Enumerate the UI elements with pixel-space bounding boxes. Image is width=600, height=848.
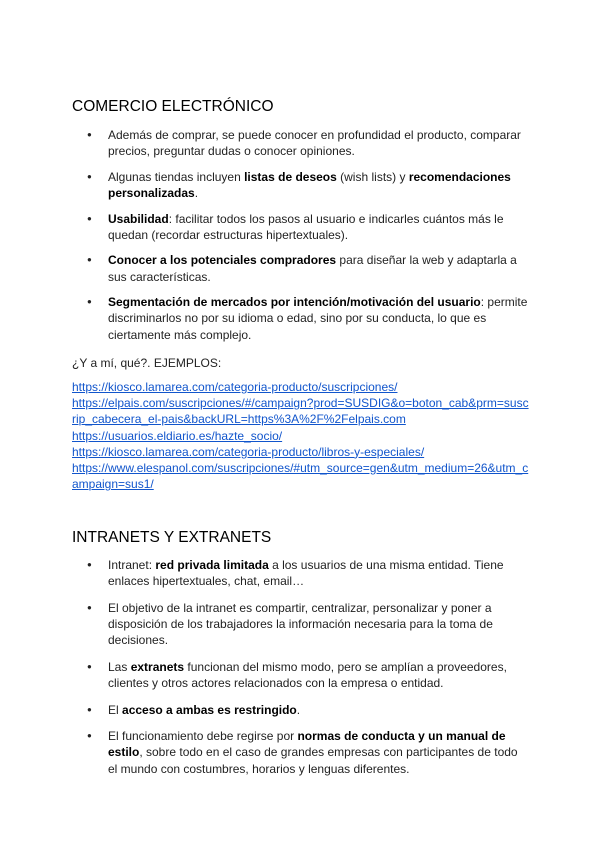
list-item <box>72 252 530 284</box>
list-item <box>72 600 530 649</box>
text-run: : permite discriminarlos no por su idioma o edad, sino por su conducta, lo que es ciertamente más complejo. <box>108 295 528 342</box>
bullet-list-intranets <box>72 557 530 787</box>
text-run: Además de comprar, se puede conocer en profundidad el producto, comparar precios, preguntar dudas o conocer opiniones. <box>108 128 521 159</box>
bold-run: Conocer a los potenciales compradores <box>108 253 337 268</box>
list-item <box>72 702 530 718</box>
section-title-comercio: COMERCIO ELECTRÓNICO <box>72 98 274 115</box>
link-eldiario-socio[interactable]: https://usuarios.eldiario.es/hazte_socio/ <box>72 428 283 443</box>
bold-run: recomendaciones personalizadas <box>108 169 511 200</box>
text-run: a los usuarios de una misma entidad. Tiene enlaces hipertextuales, chat, email… <box>108 558 504 589</box>
link-elespanol-suscripciones[interactable]: https://www.elespanol.com/suscripciones/#utm_source=gen&utm_medium=26&utm_campaign=sus1/ <box>72 461 529 492</box>
link-lamarea-suscripciones[interactable]: https://kiosco.lamarea.com/categoria-producto/suscripciones/ <box>72 380 398 394</box>
bullet-list-comercio <box>72 127 530 352</box>
link-lamarea-libros[interactable]: https://kiosco.lamarea.com/categoria-producto/libros-y-especiales/ <box>72 444 425 459</box>
text-run: Intranet: <box>108 558 156 572</box>
bold-run: red privada limitada <box>155 558 269 572</box>
list-item <box>72 211 530 243</box>
list-item <box>72 294 530 343</box>
text-run: El funcionamiento debe regirse por <box>108 729 298 744</box>
examples-intro: ¿Y a mí, qué?. EJEMPLOS: <box>72 356 222 370</box>
list-item <box>72 127 530 159</box>
text-run: (wish lists) y <box>336 169 409 184</box>
bold-run: extranets <box>130 659 185 674</box>
example-links <box>72 379 532 492</box>
text-run: . <box>194 186 199 200</box>
bold-run: listas de deseos <box>244 169 337 184</box>
text-run: funcionan del mismo modo, pero se amplían a proveedores, clientes y otros actores relacionados con la empresa o entidad. <box>108 659 507 690</box>
text-run: , sobre todo en el caso de grandes empresas con participantes de todo el mundo con costumbres, horarios y lenguas diferentes. <box>108 745 518 776</box>
text-run: para diseñar la web y adaptarla a sus características. <box>108 253 517 284</box>
bold-run: Segmentación de mercados por intención/motivación del usuario <box>108 295 481 310</box>
section-title-intranets: INTRANETS Y EXTRANETS <box>72 529 272 546</box>
text-run: . <box>296 702 301 717</box>
text-run: Las <box>108 659 131 674</box>
list-item <box>72 169 530 201</box>
text-run: : facilitar todos los pasos al usuario e indicarles cuántos más le quedan (recordar estructuras hipertextuales). <box>108 211 504 242</box>
bold-run: normas de conducta y un manual de estilo <box>108 729 506 760</box>
list-item <box>72 659 530 691</box>
text-run: Algunas tiendas incluyen <box>108 169 245 184</box>
link-elpais-suscripciones[interactable]: https://elpais.com/suscripciones/#/campaign?prod=SUSDIG&o=boton_cab&prm=suscrip_cabecera_el-pais&backURL=https%3A%2F%2Felpais.com <box>72 396 529 427</box>
list-item <box>72 557 530 589</box>
text-run: El <box>108 702 123 717</box>
text-run: El objetivo de la intranet es compartir, centralizar, personalizar y poner a disposición de los trabajadores la información necesaria para la toma de decisiones. <box>108 600 493 648</box>
bold-run: Usabilidad <box>108 211 169 226</box>
list-item <box>72 728 530 777</box>
bold-run: acceso a ambas es restringido <box>122 702 297 717</box>
